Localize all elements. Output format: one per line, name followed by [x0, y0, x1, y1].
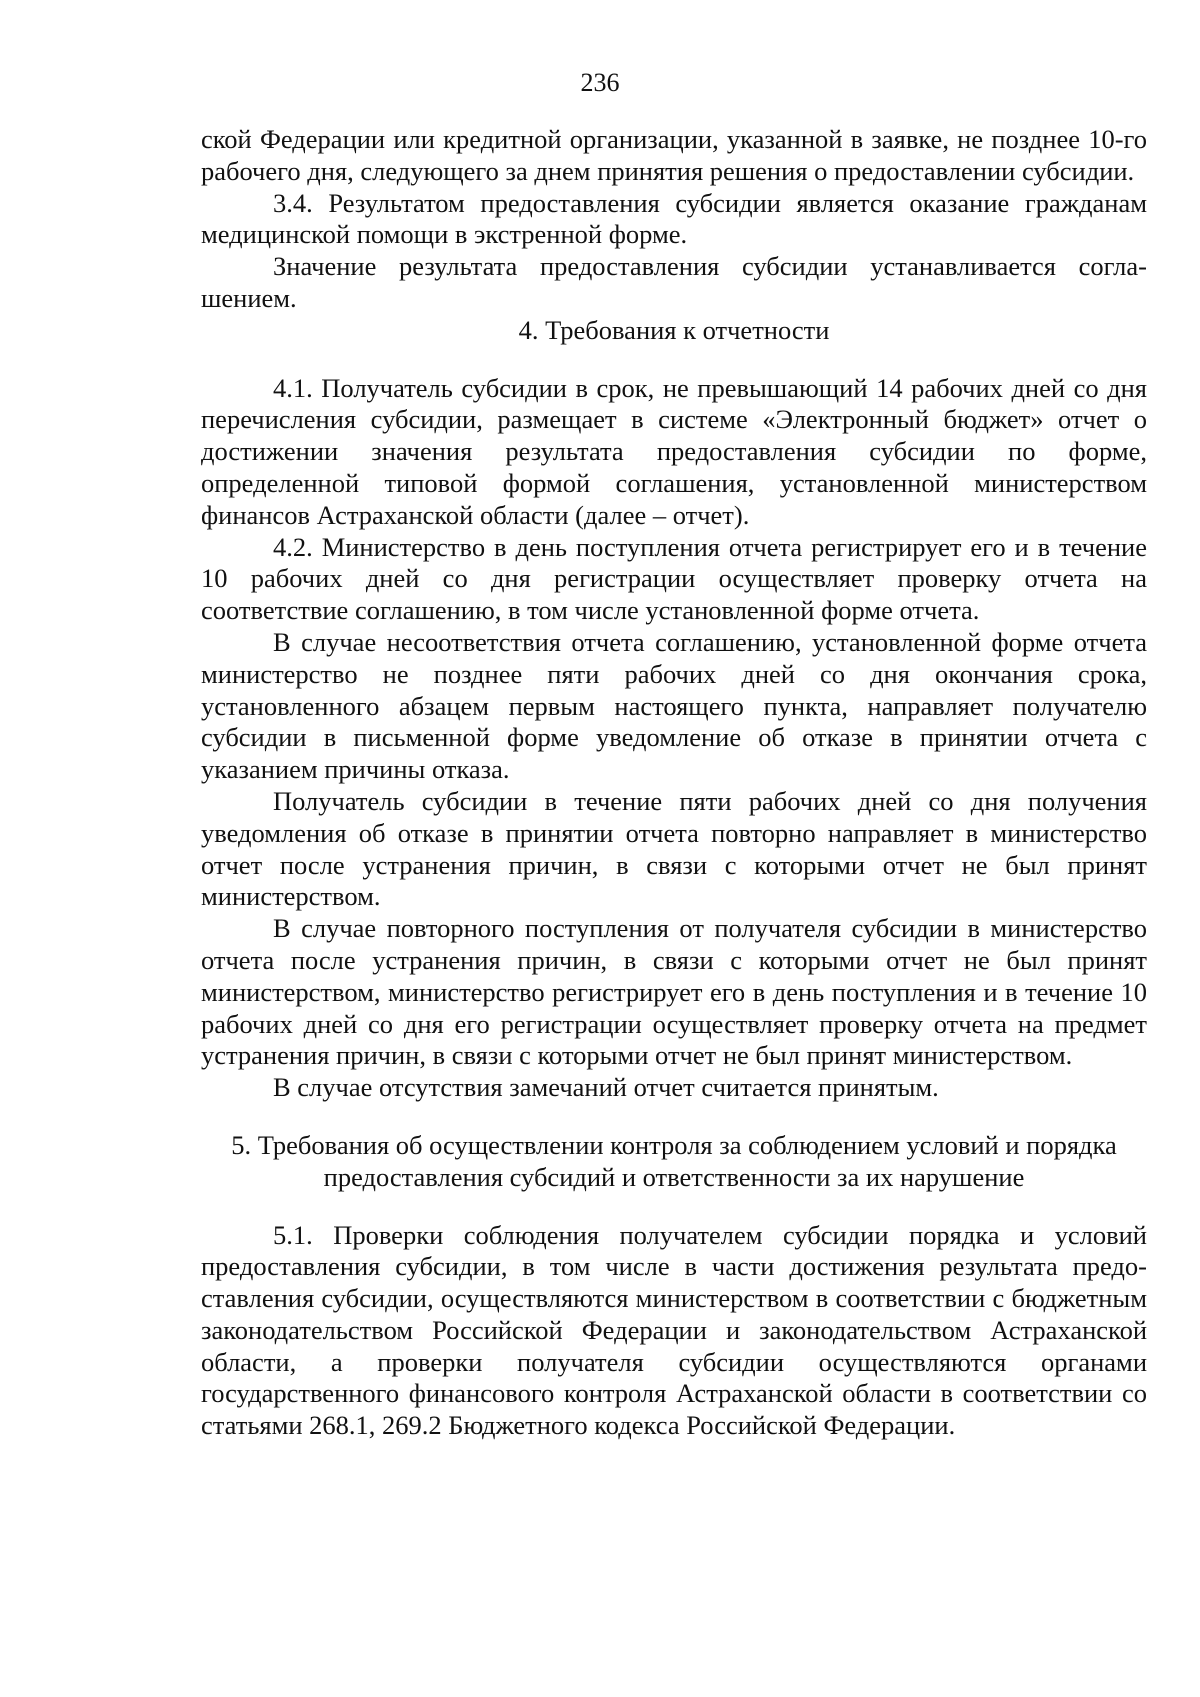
section-5-heading: 5. Требования об осуществлении контроля за соблюдением условий и порядка предоставления субсидий и ответственности за их нарушение — [231, 1129, 1117, 1192]
paragraph-3-4: 3.4. Результатом предоставления субсидии является оказание гражданам медицинской помощи в экстренной форме. — [201, 187, 1147, 250]
paragraph-4-2: 4.2. Министерство в день поступления отчета регистрирует его и в течение 10 рабочих дней со дня регистрации осуществляет проверку отчета на соответствие соглашению, в том числе установленной форме отчета. — [201, 531, 1147, 626]
document-body — [201, 124, 1147, 1442]
paragraph-4-1: 4.1. Получатель субсидии в срок, не превышающий 14 рабочих дней со дня перечисления субсидии, размещает в системе «Электронный бюджет» отчет о достижении значения результата предоставления субсидии по форме, определенной типовой формой соглашения, установленной министерством финансов Астраханской области (далее – отчет). — [201, 372, 1147, 530]
page-number: 236 — [580, 68, 620, 97]
paragraph-4-2-accepted: В случае отсутствия замечаний отчет считается принятым. — [273, 1072, 939, 1103]
paragraph-5-1: 5.1. Проверки соблюдения получателем субсидии порядка и условий предоставления субсидии, в том числе в части достижения результата предоставления субсидии, осуществляются министерством в соответствии с бюджетным законодательством Российской Федерации и законодательством Астраханской области, а проверки получателя субсидии осуществляются органами государственного финансового контроля Астраханской области в соответствии со статьями 268.1, 269.2 Бюджетного кодекса Российской Федерации. — [201, 1219, 1147, 1441]
paragraph-4-2-resubmission: Получатель субсидии в течение пяти рабочих дней со дня получения уведомления об отказе в принятии отчета повторно направляет в министерство отчет после устранения причин, в связи с которыми отчет не был принят министерством. — [201, 785, 1147, 912]
paragraph-4-2-repeat-check: В случае повторного поступления от получателя субсидии в министерство отчета после устранения причин, в связи с которыми отчет не был принят министерством, министерство регистрирует его в день поступления и в течение 10 рабочих дней со дня его регистрации осуществляет проверку отчета на предмет устранения причин, в связи с которыми отчет не был принят министерством. — [201, 913, 1147, 1071]
paragraph-result-value: Значение результата предоставления субсидии устанавливается соглашением. — [201, 251, 1147, 313]
paragraph-continuation: ской Федерации или кредитной организации, указанной в заявке, не позднее 10-го рабочего дня, следующего за днем принятия решения о предоставлении субсидии. — [201, 124, 1147, 186]
section-4-heading: 4. Требования к отчетности — [518, 314, 830, 345]
paragraph-4-2-mismatch: В случае несоответствия отчета соглашению, установленной форме отчета министерство не позднее пяти рабочих дней со дня окончания срока, установленного абзацем первым настоящего пункта, направляет получателю субсидии в письменной форме уведомление об отказе в принятии отчета с указанием причины отказа. — [201, 626, 1147, 785]
